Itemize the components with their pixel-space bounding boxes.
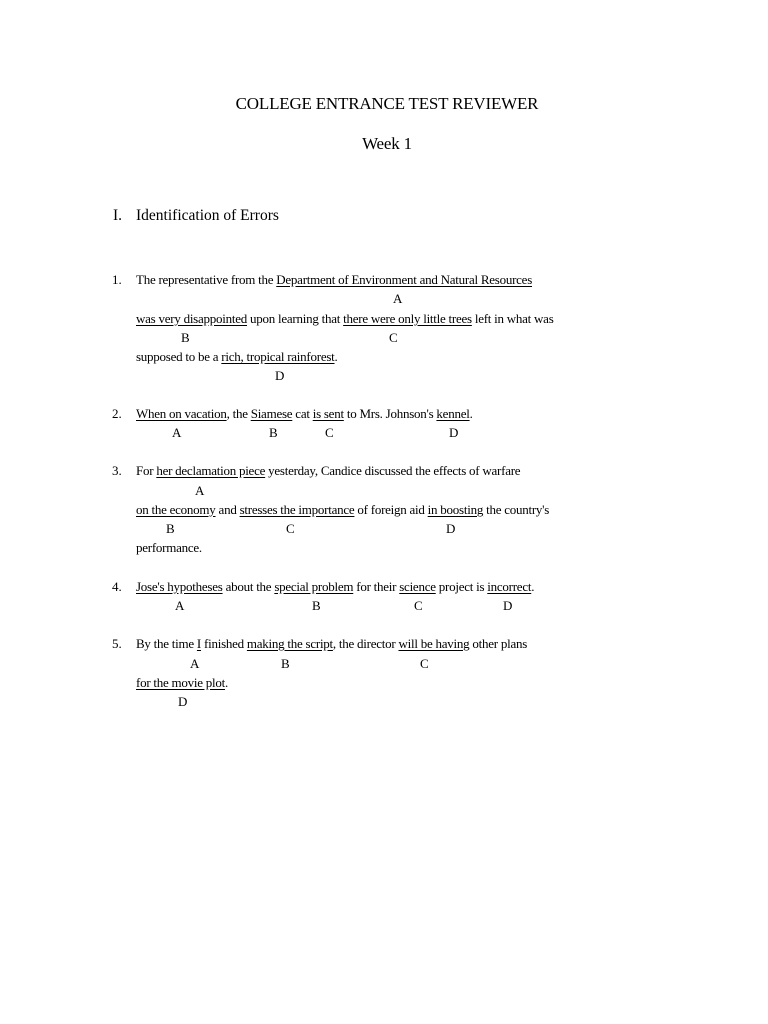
underlined-option: her declamation piece (156, 463, 266, 478)
option-letter: B (312, 598, 321, 613)
option-letter: C (286, 521, 295, 536)
underlined-option: rich, tropical rainforest (221, 349, 335, 364)
sentence-text: The representative from the (136, 272, 277, 287)
sentence-text: , the (226, 406, 251, 421)
question-number: 4. (112, 579, 122, 594)
document-title: COLLEGE ENTRANCE TEST REVIEWER (235, 94, 539, 113)
underlined-option: in boosting (427, 502, 484, 517)
option-letter: C (389, 330, 398, 345)
question-line (136, 636, 527, 652)
option-letter: C (420, 656, 429, 671)
sentence-text: cat (292, 406, 313, 421)
sentence-text: By the time (136, 636, 197, 651)
question-line (136, 349, 338, 365)
question-number: 5. (112, 636, 122, 651)
question-number: 2. (112, 406, 122, 421)
question-number: 3. (112, 463, 122, 478)
section-number: I. (113, 207, 123, 224)
option-letter: A (190, 656, 200, 671)
document-week: Week 1 (362, 134, 412, 153)
option-letter: D (446, 521, 456, 536)
option-letter: C (325, 425, 334, 440)
underlined-option: special problem (274, 579, 354, 594)
underlined-option: was very disappointed (136, 311, 248, 326)
underlined-option: science (399, 579, 436, 594)
option-letter: A (172, 425, 182, 440)
option-letter: D (503, 598, 513, 613)
underlined-option: I (196, 636, 202, 651)
question-line (136, 272, 532, 288)
underlined-option: Jose's hypotheses (136, 579, 223, 594)
sentence-text: . (469, 406, 473, 421)
question-number: 1. (112, 272, 122, 287)
option-letter: C (414, 598, 423, 613)
option-letter: A (195, 483, 205, 498)
sentence-text: , the director (332, 636, 399, 651)
option-letter: D (178, 694, 188, 709)
option-letter: A (393, 291, 403, 306)
sentence-text: and (215, 502, 240, 517)
sentence-text: yesterday, Candice discussed the effects of warfare (265, 463, 521, 478)
underlined-option: there were only little trees (343, 311, 472, 326)
option-letter: B (269, 425, 278, 440)
question-line (136, 311, 554, 327)
question-line (136, 675, 228, 691)
sentence-text: performance. (136, 540, 202, 555)
option-letter: B (281, 656, 290, 671)
sentence-text: . (334, 349, 338, 364)
sentence-text: to Mrs. Johnson's (343, 406, 437, 421)
sentence-text: . (531, 579, 535, 594)
underlined-option: When on vacation (136, 406, 227, 421)
option-letter: B (166, 521, 175, 536)
question-line (136, 502, 549, 518)
underlined-option: is sent (312, 406, 344, 421)
sentence-text: for their (353, 579, 400, 594)
underlined-option: will be having (398, 636, 470, 651)
underlined-option: Department of Environment and Natural Resources (276, 272, 533, 287)
sentence-text: . (225, 675, 229, 690)
question-line (136, 579, 534, 595)
sentence-text: the country's (483, 502, 550, 517)
sentence-text: project is (435, 579, 488, 594)
question-line (136, 406, 473, 422)
underlined-option: stresses the importance (239, 502, 355, 517)
underlined-option: incorrect (487, 579, 532, 594)
sentence-text: of foreign aid (354, 502, 428, 517)
option-letter: D (275, 368, 285, 383)
underlined-option: making the script (246, 636, 333, 651)
section-title: Identification of Errors (136, 207, 279, 224)
option-letter: D (449, 425, 459, 440)
sentence-text: finished (201, 636, 247, 651)
underlined-option: Siamese (250, 406, 293, 421)
section-heading (113, 207, 279, 225)
sentence-text: For (136, 463, 157, 478)
sentence-text: left in what was (471, 311, 554, 326)
question-line (136, 463, 520, 479)
sentence-text: upon learning that (247, 311, 344, 326)
sentence-text: other plans (469, 636, 528, 651)
option-letter: A (175, 598, 185, 613)
underlined-option: kennel (436, 406, 470, 421)
question-line (136, 540, 202, 556)
option-letter: B (181, 330, 190, 345)
sentence-text: supposed to be a (136, 349, 222, 364)
sentence-text: about the (222, 579, 275, 594)
underlined-option: on the economy (136, 502, 216, 517)
underlined-option: for the movie plot (136, 675, 226, 690)
